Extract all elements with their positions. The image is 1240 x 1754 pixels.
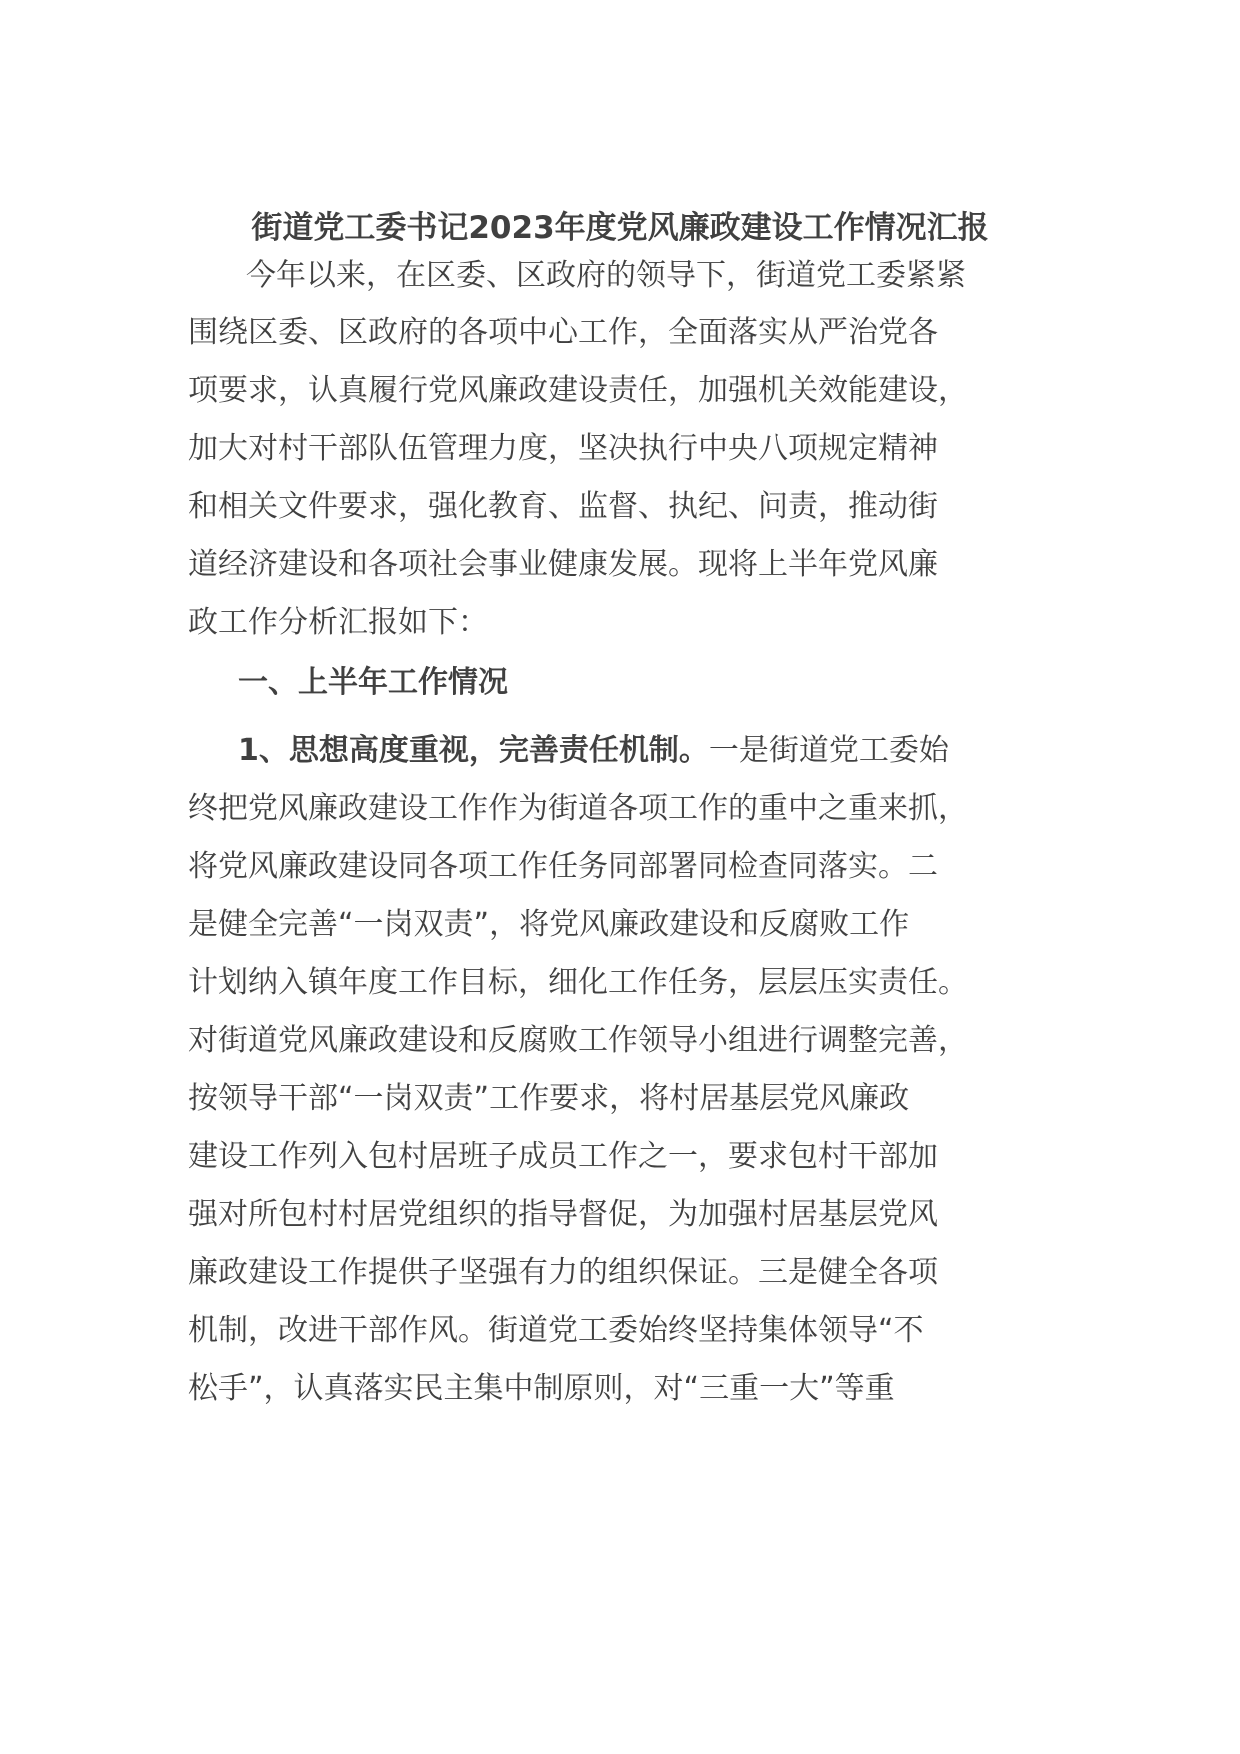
item1-line: 按领导干部“一岗双责”工作要求，将村居基层党风廉政 — [188, 1081, 910, 1116]
item1-line: 终把党风廉政建设工作作为街道各项工作的重中之重来抓， — [188, 791, 968, 826]
item1-line: 松手”，认真落实民主集中制原则，对“三重一大”等重 — [188, 1371, 895, 1406]
intro-line: 道经济建设和各项社会事业健康发展。现将上半年党风廉 — [188, 547, 938, 582]
item1-first-line — [238, 731, 949, 771]
item1-line: 对街道党风廉政建设和反腐败工作领导小组进行调整完善， — [188, 1023, 968, 1058]
intro-line: 今年以来，在区委、区政府的领导下，街道党工委紧紧 — [246, 258, 966, 293]
intro-line: 项要求，认真履行党风廉政建设责任，加强机关效能建设， — [188, 373, 968, 408]
item1-line: 计划纳入镇年度工作目标，细化工作任务，层层压实责任。 — [188, 965, 968, 1000]
item1-line: 廉政建设工作提供子坚强有力的组织保证。三是健全各项 — [188, 1255, 938, 1290]
item1-first-line-rest: 一是街道党工委始 — [708, 733, 949, 768]
item1-line: 机制，改进干部作风。街道党工委始终坚持集体领导“不 — [188, 1313, 924, 1348]
item1-line: 建设工作列入包村居班子成员工作之一，要求包村干部加 — [188, 1139, 938, 1174]
item1-line: 强对所包村村居党组织的指导督促，为加强村居基层党风 — [188, 1197, 938, 1232]
item1-line: 是健全完善“一岗双责”，将党风廉政建设和反腐败工作 — [188, 907, 910, 942]
intro-line: 和相关文件要求，强化教育、监督、执纪、问责，推动街 — [188, 489, 938, 524]
intro-line: 加大对村干部队伍管理力度，坚决执行中央八项规定精神 — [188, 431, 938, 466]
item1-bold-lead: 1、思想高度重视，完善责任机制。 — [238, 733, 709, 768]
item1-line: 将党风廉政建设同各项工作任务同部署同检查同落实。二 — [188, 849, 938, 884]
intro-line: 政工作分析汇报如下： — [188, 605, 488, 640]
document-title: 街道党工委书记2023年度党风廉政建设工作情况汇报 — [251, 210, 989, 246]
section-heading: 一、上半年工作情况 — [238, 665, 508, 700]
intro-line: 围绕区委、区政府的各项中心工作，全面落实从严治党各 — [188, 315, 938, 350]
